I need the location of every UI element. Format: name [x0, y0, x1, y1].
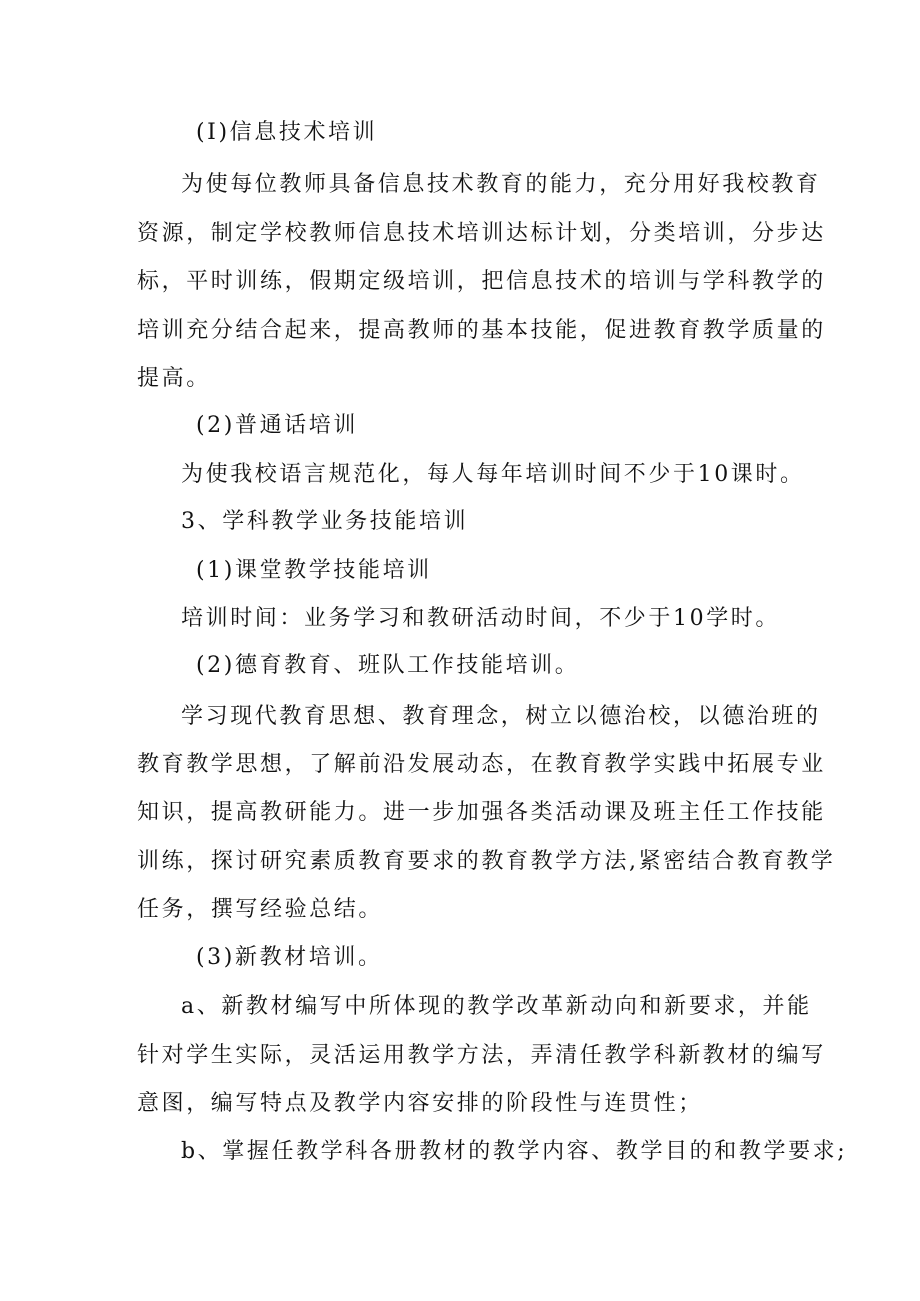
heading-mandarin-training: (2)普通话培训 [196, 413, 358, 438]
heading-classroom-skills: (1)课堂教学技能培训 [196, 558, 432, 583]
paragraph-line: 意图，编写特点及教学内容安排的阶段性与连贯性； [137, 1091, 703, 1116]
paragraph-line: 任务，撰写经验总结。 [137, 897, 384, 922]
paragraph-line: 教育教学思想，了解前沿发展动态，在教育教学实践中拓展专业 [137, 752, 826, 777]
paragraph-line: 培训时间：业务学习和教研活动时间，不少于10学时。 [181, 606, 780, 631]
paragraph-line: 学习现代教育思想、教育理念，树立以德治校，以德治班的 [181, 704, 821, 729]
paragraph-line: 为使我校语言规范化，每人每年培训时间不少于10课时。 [181, 462, 805, 487]
paragraph-line: 针对学生实际，灵活运用教学方法，弄清任教学科新教材的编写 [137, 1043, 826, 1068]
heading-moral-education: (2)德育教育、班队工作技能培训。 [196, 653, 580, 678]
paragraph-line: 资源，制定学校教师信息技术培训达标计划，分类培训，分步达 [137, 221, 826, 246]
paragraph-line: 培训充分结合起来，提高教师的基本技能，促进教育教学质量的 [137, 318, 826, 343]
paragraph-line: 为使每位教师具备信息技术教育的能力，充分用好我校教育 [181, 172, 821, 197]
paragraph-line: 知识，提高教研能力。进一步加强各类活动课及班主任工作技能 [137, 800, 826, 825]
section-heading-subject-skills: 3、学科教学业务技能培训 [181, 509, 469, 534]
paragraph-line: a、新教材编写中所体现的教学改革新动向和新要求，并能 [181, 994, 812, 1019]
paragraph-line: b、掌握任教学科各册教材的教学内容、教学目的和教学要求; [181, 1139, 848, 1164]
paragraph-line: 提高。 [137, 366, 211, 391]
heading-new-textbook-training: (3)新教材培训。 [196, 945, 383, 970]
paragraph-line: 标，平时训练，假期定级培训，把信息技术的培训与学科教学的 [137, 269, 826, 294]
heading-info-tech-training: (I)信息技术培训 [196, 120, 378, 145]
paragraph-line: 训练，探讨研究素质教育要求的教育教学方法,紧密结合教育教学 [137, 849, 836, 874]
